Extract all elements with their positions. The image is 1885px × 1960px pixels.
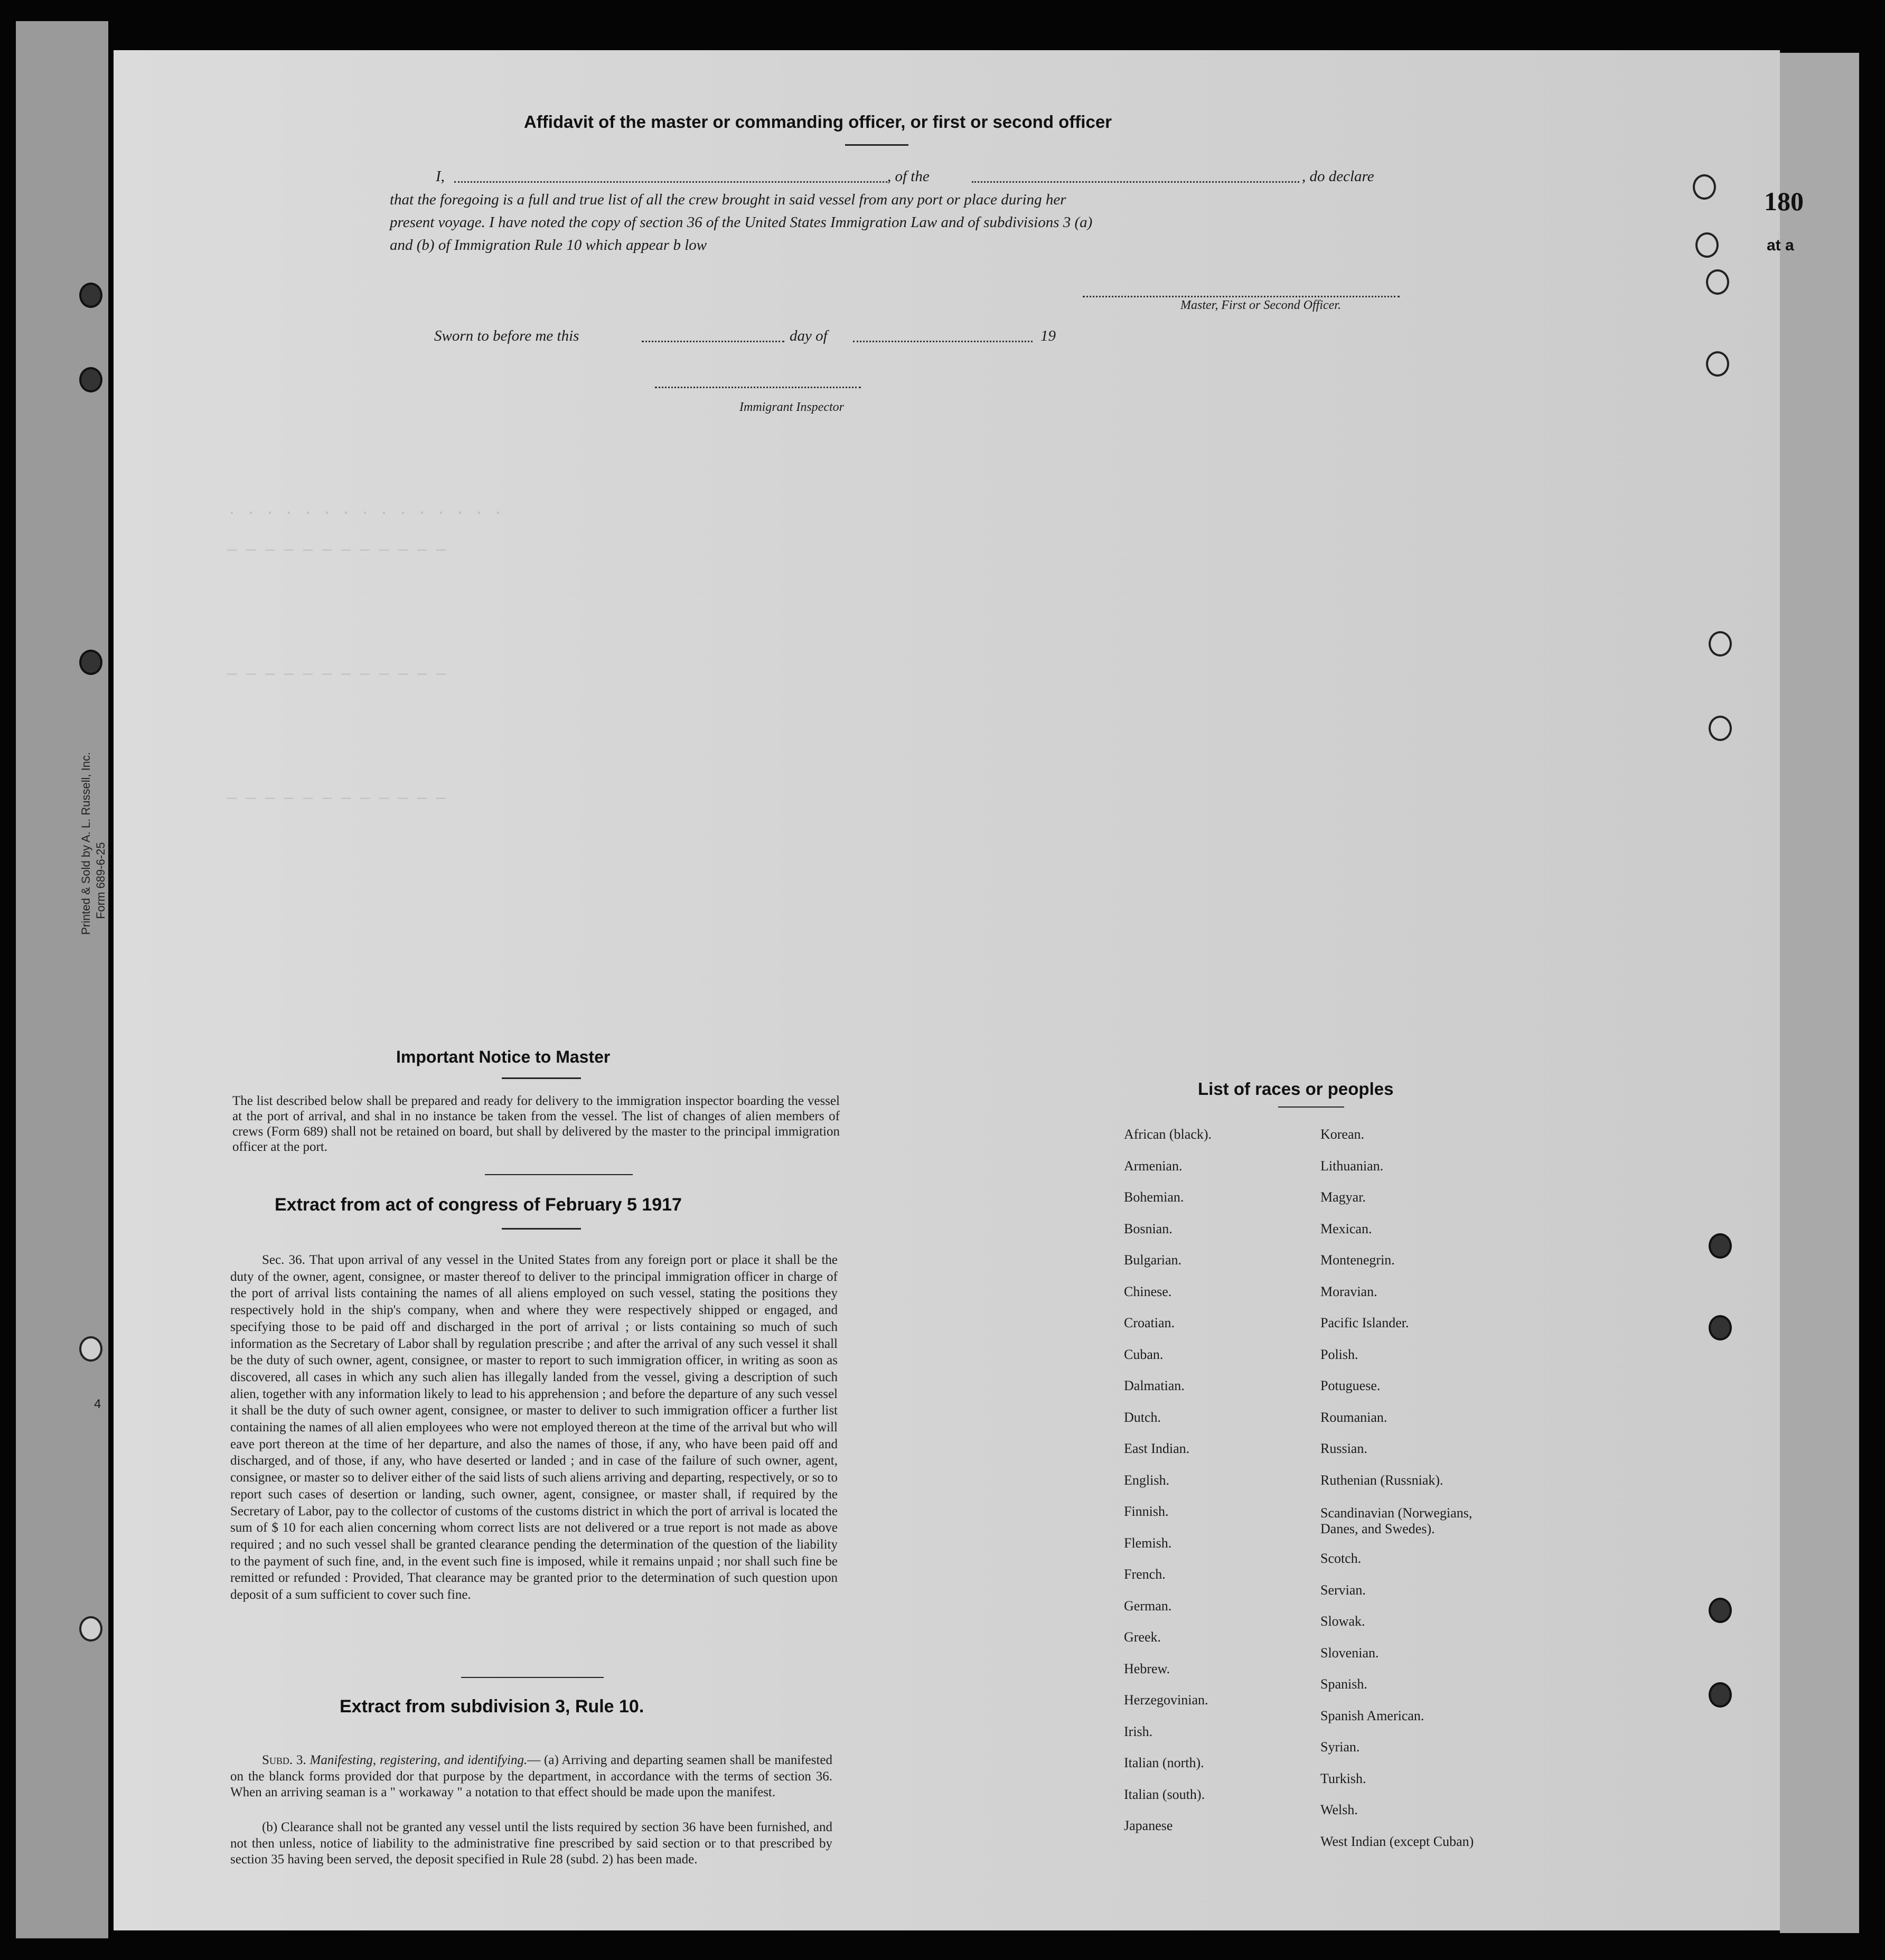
binding-hole <box>1706 269 1729 295</box>
left-binding-strip <box>16 21 108 1938</box>
race-item: Dalmatian. <box>1124 1378 1185 1393</box>
race-item: Spanish. <box>1320 1676 1367 1692</box>
race-item: West Indian (except Cuban) <box>1320 1833 1474 1849</box>
race-item: Dutch. <box>1124 1409 1161 1425</box>
race-item: Scotch. <box>1320 1551 1362 1566</box>
race-item: Korean. <box>1320 1127 1365 1142</box>
divider <box>485 1174 633 1175</box>
race-item: Slowak. <box>1320 1614 1365 1629</box>
divider <box>461 1677 604 1678</box>
race-item: Pacific Islander. <box>1320 1315 1409 1330</box>
race-item: Hebrew. <box>1124 1661 1170 1676</box>
binding-hole <box>79 367 102 392</box>
race-item: Bohemian. <box>1124 1189 1184 1205</box>
race-item: Italian (north). <box>1124 1755 1204 1770</box>
sworn-text: Sworn to before me this <box>434 327 579 344</box>
affidavit-line-4: and (b) of Immigration Rule 10 which appear b low <box>390 237 707 254</box>
race-item: Cuban. <box>1124 1346 1164 1362</box>
race-item: Lithuanian. <box>1320 1158 1384 1174</box>
race-item: East Indian. <box>1124 1441 1190 1456</box>
rule-para-a <box>230 1752 832 1801</box>
subd-italic: Manifesting, registering, and identifying. <box>310 1753 528 1767</box>
race-item: Turkish. <box>1320 1770 1366 1786</box>
race-item: Roumanian. <box>1320 1409 1387 1425</box>
binding-hole <box>1695 232 1719 258</box>
inspector-signature-blank[interactable] <box>655 387 861 388</box>
race-item: French. <box>1124 1567 1166 1582</box>
race-item: Magyar. <box>1320 1189 1366 1205</box>
races-title: List of races or peoples <box>1198 1079 1394 1099</box>
race-item: Montenegrin. <box>1320 1252 1395 1268</box>
race-item: English. <box>1124 1472 1169 1488</box>
act-text: Sec. 36. That upon arrival of any vessel in the United States from any foreign port or place it shall be the duty of the owner, agent, consignee, or master thereof to deliver to the principal immigration officer in charge of the port of arrival lists containing the names of all aliens employed on such vessel, stating the positions they respectively hold in the ship's company, when and where they were respectively shipped or engaged, and specifying those to be paid off and discharged in the port of arrival ; or lists containing so much of such information as the Secretary of Labor shall by regulation prescribe ; and after the arrival of any such vessel it shall be the duty of such owner, agent, consignee, or master to report to such immigration officer, in writing as soon as discovered, all cases in which any such alien has illegally landed from the vessel, giving a description of such alien, together with any information likely to lead to his apprehension ; and before the departure of any such vessel it shall be the duty of such owner agent, consignee, or master to deliver to such immigration officer a further list containing the names of all alien employees who were not employed thereon at the time of the arrival but who will eave port thereon at the time of her departure, and also the names of those, if any, who have been paid off and discharged, and of those, if any, who have deserted or landed ; and in case of the failure of such owner, agent, consignee, or master so to deliver either of the said lists of such aliens arriving and departing, respectively, or so to report such cases of desertion or landing, such owner, agent, consignee, or master shall, if required by the Secretary of Labor, pay to the collector of customs of the customs district in which the port of arrival is located the sum of $ 10 for each alien concerning whom correct lists are not delivered or a true report is not made as above required ; and no such vessel shall be granted clearance pending the determination of the question of the liability to the payment of such fine, and, in the event such fine is imposed, while it remains unpaid ; nor shall such fine be remitted or refunded : Provided, That clearance may be granted prior to the determination of such question upon deposit of a sum sufficient to cover such fine. <box>230 1253 838 1602</box>
act-underline <box>502 1228 581 1230</box>
race-item: Scandinavian (Norwegians, <box>1320 1505 1473 1521</box>
binding-hole <box>1709 716 1732 741</box>
race-item: Potuguese. <box>1320 1378 1381 1393</box>
race-item: Mexican. <box>1320 1221 1372 1236</box>
act-title: Extract from act of congress of February 5 1917 <box>275 1195 682 1215</box>
race-item: Syrian. <box>1320 1739 1360 1755</box>
right-adjacent-page <box>1780 53 1859 1933</box>
affidavit-title: Affidavit of the master or commanding officer, or first or second officer <box>524 112 1112 132</box>
race-item: Polish. <box>1320 1346 1358 1362</box>
printer-form-number: Form 689-6-25 <box>94 842 107 919</box>
race-item: Armenian. <box>1124 1158 1183 1174</box>
race-item: Russian. <box>1320 1441 1367 1456</box>
binding-hole <box>79 650 102 675</box>
form-page <box>114 50 1780 1930</box>
race-item: Herzegovinian. <box>1124 1692 1208 1708</box>
bleed-through-row: — — — — — — — — — — — — <box>227 790 446 808</box>
binding-hole <box>79 1616 102 1642</box>
race-item: Moravian. <box>1320 1283 1377 1299</box>
race-item: Croatian. <box>1124 1315 1175 1330</box>
binding-hole <box>1706 351 1729 377</box>
page-number: 180 <box>1764 186 1804 216</box>
binding-hole <box>1709 1682 1732 1708</box>
notice-underline <box>502 1077 581 1079</box>
race-item: Japanese <box>1124 1818 1173 1833</box>
affidavit-i: I, <box>436 168 445 185</box>
race-item: Bosnian. <box>1124 1221 1173 1236</box>
race-item: Welsh. <box>1320 1802 1358 1817</box>
race-item: Slovenian. <box>1320 1645 1379 1661</box>
binding-hole <box>1693 174 1716 200</box>
margin-digit: 4 <box>94 1397 101 1411</box>
binding-hole <box>1709 1598 1732 1623</box>
sworn-year: 19 <box>1040 327 1056 344</box>
notice-text: The list described below shall be prepared and ready for delivery to the immigration inspector boarding the vessel at the port of arrival, and shal in no instance be taken from the vessel. The list of changes of alien members of crews (Form 689) shall not be retained on board, but shall by delivered by the master to the principal immigration officer at the port. <box>232 1094 840 1154</box>
sworn-day-blank[interactable] <box>642 341 784 342</box>
race-item: Bulgarian. <box>1124 1252 1182 1268</box>
race-item: Ruthenian (Russniak). <box>1320 1472 1443 1488</box>
binding-hole <box>1709 631 1732 657</box>
race-item: Chinese. <box>1124 1283 1172 1299</box>
race-item: Spanish American. <box>1320 1708 1424 1723</box>
race-item: Finnish. <box>1124 1504 1169 1519</box>
race-item: Italian (south). <box>1124 1786 1205 1802</box>
margin-fragment: at a <box>1767 237 1794 254</box>
sworn-day-of: day of <box>790 327 828 344</box>
subd-lead: Subd. 3. <box>262 1753 306 1767</box>
affidavit-declare: , do declare <box>1302 168 1374 185</box>
rule-para-b: (b) Clearance shall not be granted any vessel until the lists required by section 36 have been furnished, and not then unless, notice of liability to the administrative fine prescribed by said section or to that prescribed by section 35 having been served, the deposit specified in Rule 28 (subd. 2) has been made. <box>230 1820 832 1867</box>
race-item: Irish. <box>1124 1723 1153 1739</box>
race-item: Flemish. <box>1124 1535 1172 1551</box>
bleed-through-row: · · · · · · · · · · · · · · · <box>227 504 503 522</box>
race-item: German. <box>1124 1598 1172 1614</box>
notice-title: Important Notice to Master <box>396 1047 611 1066</box>
signature-blank[interactable] <box>1083 296 1400 297</box>
affidavit-line-3: present voyage. I have noted the copy of section 36 of the United States Immigration Law and of subdivisions 3 (a) <box>390 214 1093 231</box>
bleed-through-row: — — — — — — — — — — — — <box>227 665 446 683</box>
races-left-column <box>1124 1119 1212 1842</box>
rule-title: Extract from subdivision 3, Rule 10. <box>340 1696 644 1717</box>
affidavit-line-2: that the foregoing is a full and true list of all the crew brought in said vessel from any port or place during her <box>390 191 1066 208</box>
bleed-through-row: — — — — — — — — — — — — <box>227 541 446 559</box>
race-item: Servian. <box>1320 1582 1366 1598</box>
binding-hole <box>79 1336 102 1362</box>
title-underline <box>845 144 908 146</box>
subd-a-text: — (a) Arriving and departing seamen shall be manifested on the blanck forms provided dor that purpose by the department, in accordance with the terms of section 36. When an arriving seaman is a " workaway " a notation to that effect should be made upon the manifest. <box>230 1753 832 1799</box>
race-item: Greek. <box>1124 1629 1161 1645</box>
binding-hole <box>1709 1315 1732 1340</box>
races-underline <box>1278 1106 1344 1108</box>
vessel-blank[interactable] <box>972 181 1299 183</box>
printer-imprint: Printed & Sold by A. L. Russell, Inc. <box>79 752 92 935</box>
name-blank[interactable] <box>454 181 887 183</box>
races-right-column <box>1320 1119 1474 1857</box>
affidavit-of-the: , of the <box>887 168 930 185</box>
binding-hole <box>79 283 102 308</box>
inspector-label: Immigrant Inspector <box>739 400 844 414</box>
race-item: Danes, and Swedes). <box>1320 1521 1435 1536</box>
sworn-month-blank[interactable] <box>853 341 1033 342</box>
signature-label: Master, First or Second Officer. <box>1180 298 1341 312</box>
binding-hole <box>1709 1233 1732 1259</box>
race-item: African (black). <box>1124 1127 1212 1142</box>
